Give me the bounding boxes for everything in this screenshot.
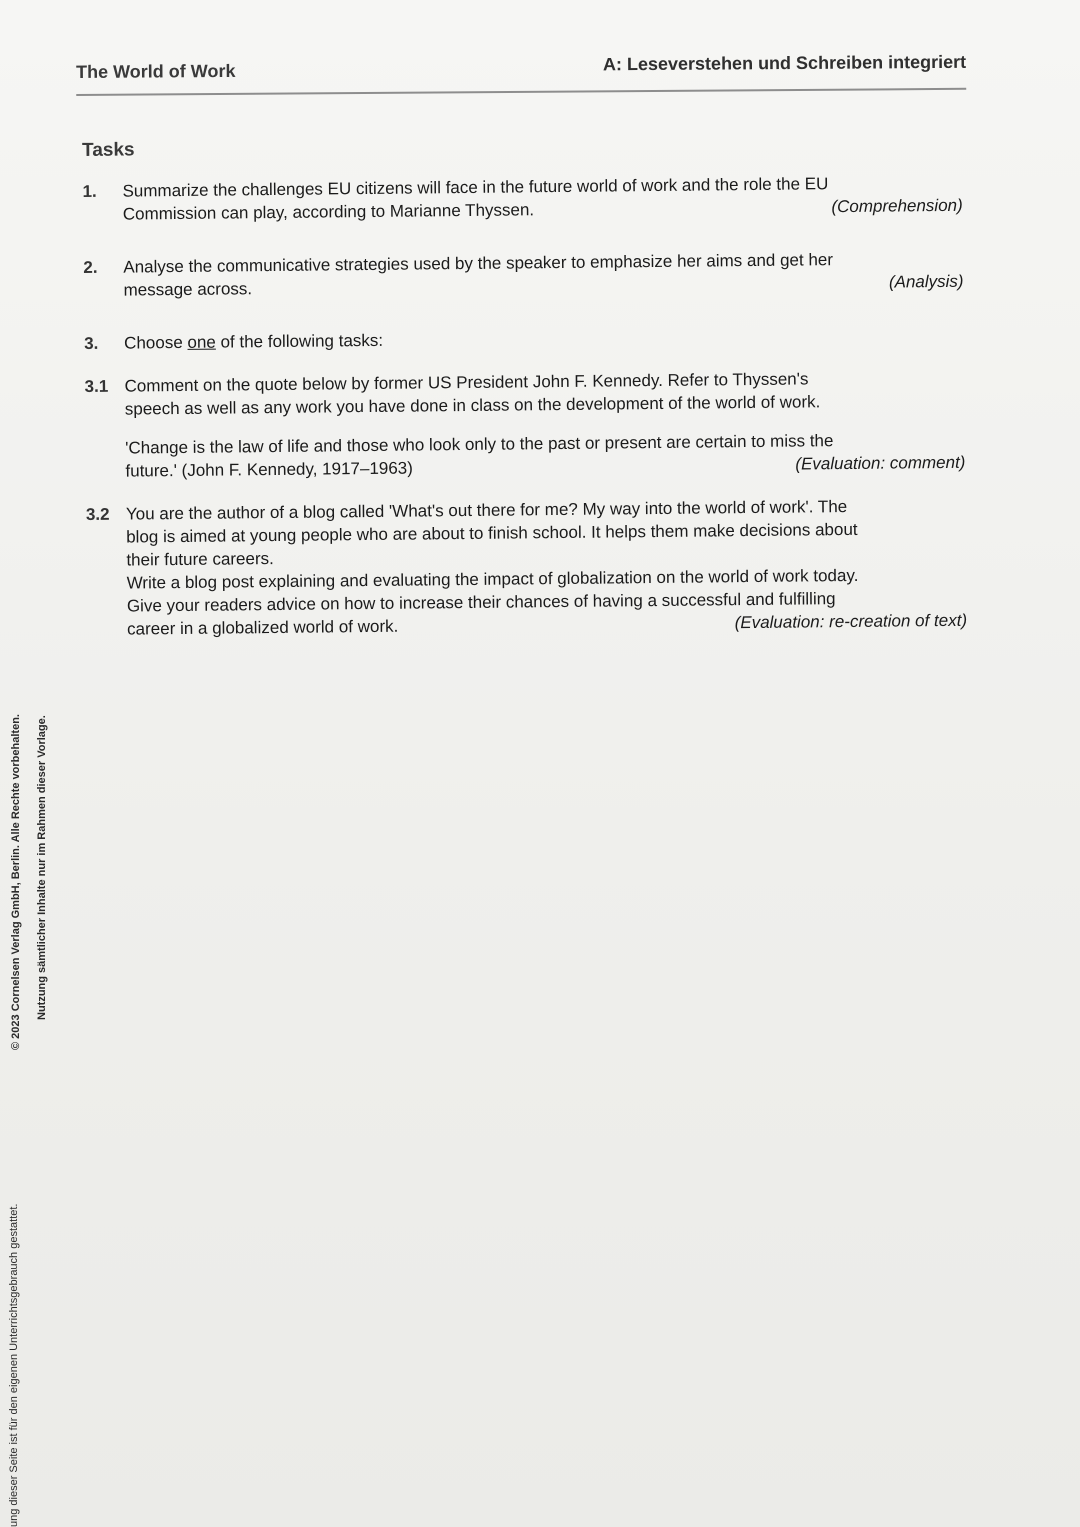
task-operator-label: (Evaluation: re-creation of text): [734, 610, 968, 633]
tasks-heading: Tasks: [82, 139, 135, 161]
task-operator-label: (Evaluation: comment): [795, 452, 966, 474]
unit-title: The World of Work: [76, 60, 236, 82]
copyright-note: © 2023 Cornelsen Verlag GmbH, Berlin. Alle Rechte vorbehalten.: [10, 714, 22, 1050]
task-text-line: of the following tasks:: [215, 330, 384, 352]
task-number: 1.: [82, 181, 97, 201]
task-text-line: Analyse the communicative strategies used by the speaker to emphasize her aims and get her: [123, 250, 834, 277]
task-3-1: [84, 366, 965, 483]
section-title: A: Leseverstehen und Schreiben integriert: [602, 51, 967, 75]
task-text-line: Comment on the quote below by former US President John F. Kennedy. Refer to Thyssen's: [124, 369, 809, 396]
task-3-2: [86, 494, 967, 641]
task-text-line: message across.: [123, 279, 253, 300]
task-3: [84, 323, 964, 355]
task-text-line: speech as well as any work you have done in class on the development of the world of work.: [124, 392, 821, 419]
task-operator-label: (Analysis): [888, 271, 964, 292]
task-operator-label: (Comprehension): [831, 195, 963, 217]
copy-permission-note: ung dieser Seite ist für den eigenen Unterrichtsgebrauch gestattet.: [8, 1203, 20, 1527]
task-number: 3.2: [85, 504, 110, 524]
task-text-line: Choose: [124, 332, 188, 353]
task-text-line: career in a globalized world of work.: [127, 616, 399, 639]
task-text-line: Commission can play, according to Marianne Thyssen.: [122, 200, 535, 224]
task-2: [83, 247, 963, 302]
task-text-line: You are the author of a blog called 'What's out there for me? My way into the world of work'. The: [125, 497, 848, 524]
quote-line: future.' (John F. Kennedy, 1917–1963): [125, 458, 413, 481]
task-1: [82, 171, 962, 226]
quote-line: 'Change is the law of life and those who look only to the past or present are certain to miss the: [125, 431, 834, 458]
task-number: 3.1: [84, 376, 109, 396]
copyright-sidebar: [0, 0, 80, 1527]
task-text-line: their future careers.: [126, 549, 274, 570]
task-text-line: blog is aimed at young people who are about to finish school. It helps them make decisions about: [126, 519, 858, 547]
usage-note: Nutzung sämtlicher Inhalte nur im Rahmen dieser Vorlage.: [36, 715, 48, 1020]
task-text-line: Give your readers advice on how to increase their chances of having a successful and fulfilling: [126, 589, 836, 616]
page-header: [76, 52, 966, 96]
task-text-line: Write a blog post explaining and evaluating the impact of globalization on the world of work today.: [126, 565, 859, 593]
emphasis-one: one: [187, 332, 216, 352]
task-text-line: Summarize the challenges EU citizens will face in the future world of work and the role the EU: [122, 174, 829, 201]
task-number: 2.: [83, 257, 98, 277]
tasks-section: [82, 131, 968, 671]
task-number: 3.: [84, 333, 99, 353]
